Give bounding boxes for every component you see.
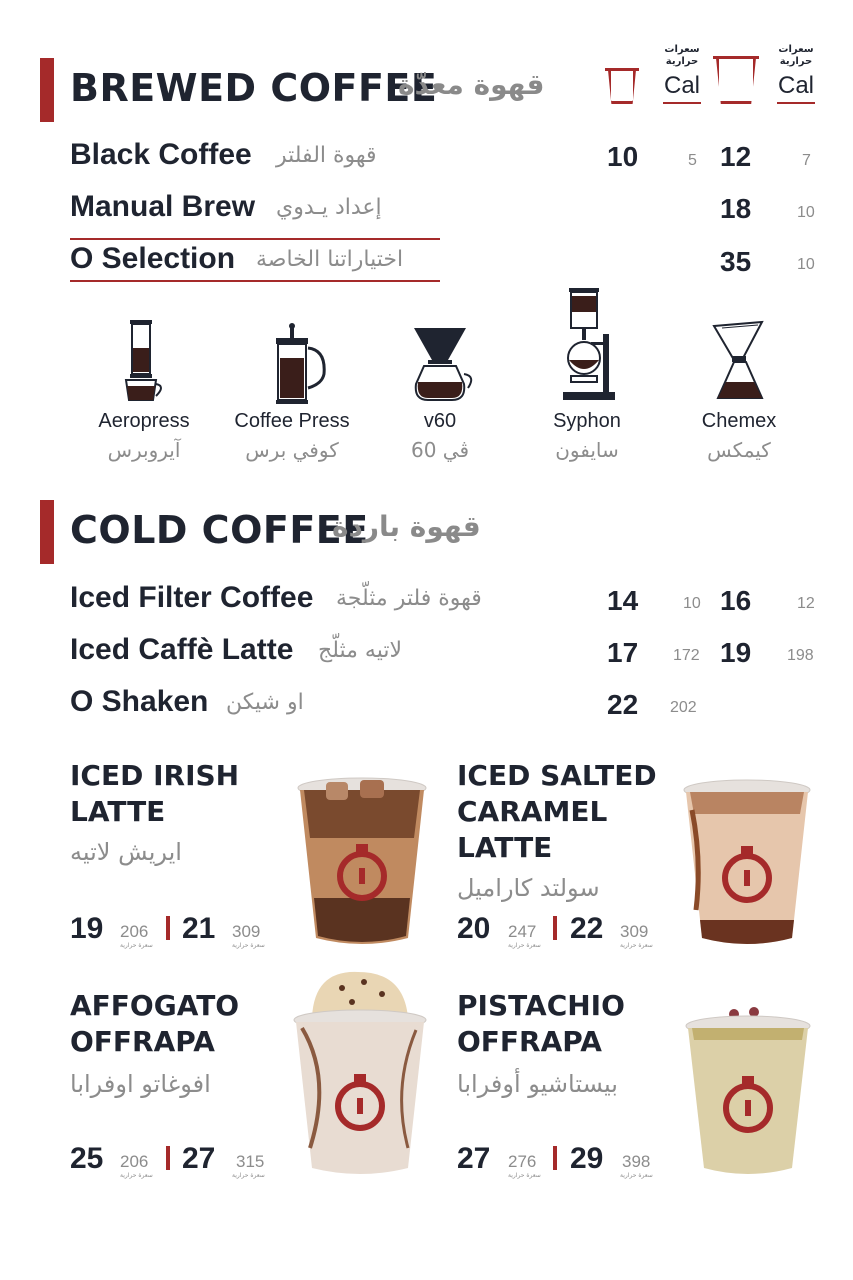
cal-label: سعرة حرارية bbox=[508, 942, 541, 949]
cal-label: سعرة حرارية bbox=[120, 1172, 153, 1179]
price-large: 19 bbox=[720, 637, 752, 668]
cold-title-ar: قهوة باردة bbox=[332, 510, 481, 543]
price-large: 22 bbox=[570, 912, 604, 945]
cal-small: 10 bbox=[683, 595, 701, 612]
featured-title-ar: افوغاتو اوفرابا bbox=[70, 1070, 211, 1098]
price-separator bbox=[553, 916, 557, 940]
cold-title: COLD COFFEE bbox=[70, 508, 369, 552]
large-cup-icon bbox=[716, 58, 756, 104]
price-small: 19 bbox=[70, 912, 104, 945]
cal-small: 206 bbox=[120, 922, 149, 941]
cal-small: 247 bbox=[508, 922, 537, 941]
cal-label: سعرة حرارية bbox=[620, 942, 653, 949]
cal-small: 276 bbox=[508, 1152, 537, 1171]
item-name-ar: او شيكن bbox=[226, 690, 304, 715]
aeropress-icon bbox=[118, 318, 170, 404]
iced-irish-latte-image bbox=[296, 778, 428, 946]
featured-title: AFFOGATO OFFRAPA bbox=[70, 989, 240, 1058]
cal-header-small: Cal bbox=[663, 72, 700, 99]
price-small: 10 bbox=[607, 141, 639, 172]
method-label-ar: كيمكس bbox=[707, 438, 771, 462]
featured-title-ar: سولتد كاراميل bbox=[457, 874, 600, 902]
item-name: Manual Brew bbox=[70, 190, 256, 223]
method-label: Syphon bbox=[553, 410, 621, 432]
item-name-ar: اختياراتنا الخاصة bbox=[256, 247, 404, 272]
featured-title: PISTACHIO OFFRAPA bbox=[457, 989, 625, 1058]
chemex-icon bbox=[712, 320, 768, 404]
price-large: 35 bbox=[720, 246, 752, 277]
cal-header-small-ar: سعرات حرارية bbox=[664, 44, 700, 67]
price-small: 25 bbox=[70, 1142, 104, 1175]
cal-large: 398 bbox=[622, 1152, 651, 1171]
cal-small: 206 bbox=[120, 1152, 149, 1171]
cal-label: سعرة حرارية bbox=[232, 1172, 265, 1179]
affogato-offrapa-image bbox=[292, 968, 428, 1178]
cal-large: 10 bbox=[797, 256, 815, 273]
selection-top-line bbox=[70, 238, 440, 240]
item-name: Black Coffee bbox=[70, 138, 252, 171]
large-cup-rim bbox=[713, 56, 759, 59]
syphon-icon bbox=[555, 288, 621, 404]
price-separator bbox=[166, 916, 170, 940]
cal-label: سعرة حرارية bbox=[232, 942, 265, 949]
coffee-press-icon bbox=[270, 322, 330, 406]
method-label-ar: آيروبرس bbox=[107, 438, 181, 462]
cal-header-large: Cal bbox=[777, 72, 814, 99]
price-large: 29 bbox=[570, 1142, 604, 1175]
featured-title-ar: بيستاشيو أوفرابا bbox=[457, 1070, 618, 1098]
cal-label: سعرة حرارية bbox=[120, 942, 153, 949]
cal-large: 315 bbox=[236, 1152, 265, 1171]
item-name-ar: لاتيه مثلّج bbox=[318, 638, 403, 663]
method-label: v60 bbox=[423, 410, 457, 432]
method-label-ar: كوفي برس bbox=[245, 438, 339, 462]
v60-icon bbox=[410, 324, 476, 404]
small-cup-icon bbox=[608, 70, 636, 104]
price-large: 27 bbox=[182, 1142, 216, 1175]
cal-label: سعرة حرارية bbox=[620, 1172, 653, 1179]
brewed-title: BREWED COFFEE bbox=[70, 66, 438, 110]
small-cup-rim bbox=[605, 68, 639, 71]
method-label-ar: ڤي 60 bbox=[410, 438, 470, 462]
selection-bottom-line bbox=[70, 280, 440, 282]
brewed-title-ar: قهوة معدّة bbox=[398, 68, 545, 101]
cal-large: 309 bbox=[620, 922, 649, 941]
section-marker bbox=[40, 58, 54, 122]
cal-header-large-ar: سعرات حرارية bbox=[778, 44, 814, 67]
method-label: Coffee Press bbox=[234, 410, 350, 432]
price-small: 14 bbox=[607, 585, 639, 616]
price-large: 18 bbox=[720, 193, 752, 224]
cal-large: 309 bbox=[232, 922, 261, 941]
cal-header-small-line bbox=[663, 102, 701, 104]
cal-small: 172 bbox=[673, 647, 700, 664]
price-large: 16 bbox=[720, 585, 752, 616]
section-marker bbox=[40, 500, 54, 564]
price-small: 17 bbox=[607, 637, 639, 668]
item-name-ar: قهوة فلتر مثلّجة bbox=[336, 586, 482, 611]
pistachio-offrapa-image bbox=[684, 1004, 812, 1176]
featured-title: ICED SALTED CARAMEL LATTE bbox=[457, 759, 657, 864]
price-separator bbox=[166, 1146, 170, 1170]
price-large: 12 bbox=[720, 141, 752, 172]
item-name: Iced Caffè Latte bbox=[70, 633, 294, 666]
price-small: 27 bbox=[457, 1142, 491, 1175]
cal-large: 10 bbox=[797, 204, 815, 221]
iced-salted-caramel-latte-image bbox=[682, 780, 812, 946]
method-label: Aeropress bbox=[98, 410, 190, 432]
cal-large: 198 bbox=[787, 647, 814, 664]
price-separator bbox=[553, 1146, 557, 1170]
cal-large: 12 bbox=[797, 595, 815, 612]
item-name: O Shaken bbox=[70, 685, 209, 718]
item-name: O Selection bbox=[70, 242, 236, 275]
price-large: 21 bbox=[182, 912, 216, 945]
item-name-ar: قهوة الفلتر bbox=[276, 143, 377, 168]
method-label: Chemex bbox=[701, 410, 777, 432]
price-small: 22 bbox=[607, 689, 639, 720]
price-small: 20 bbox=[457, 912, 491, 945]
item-name-ar: إعداد يـدوي bbox=[276, 195, 382, 220]
cal-header-large-line bbox=[777, 102, 815, 104]
cal-large: 7 bbox=[802, 152, 811, 169]
cal-small: 5 bbox=[688, 152, 697, 169]
method-label-ar: سايفون bbox=[555, 438, 619, 462]
item-name: Iced Filter Coffee bbox=[70, 581, 314, 614]
cal-label: سعرة حرارية bbox=[508, 1172, 541, 1179]
cal-small: 202 bbox=[670, 699, 697, 716]
featured-title: ICED IRISH LATTE bbox=[70, 759, 240, 828]
featured-title-ar: ايريش لاتيه bbox=[70, 838, 182, 866]
